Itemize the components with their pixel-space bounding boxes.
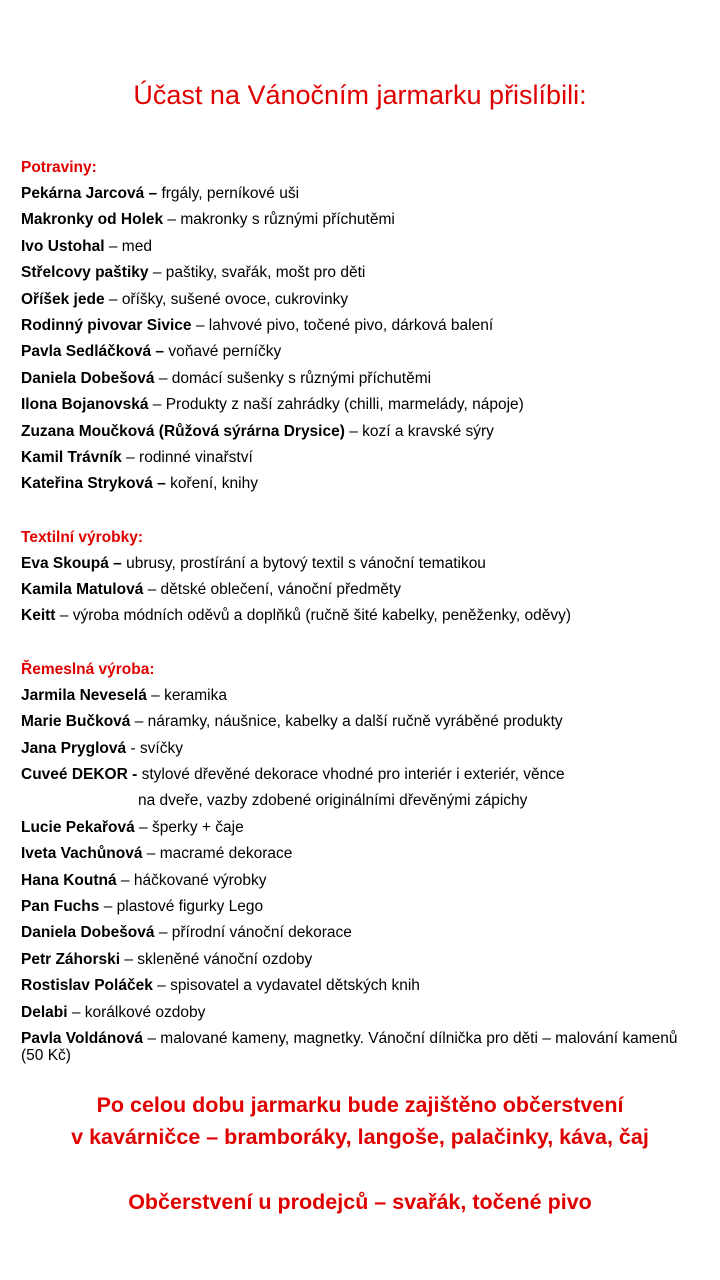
- vendor-separator: –: [152, 977, 171, 995]
- vendor-description: náramky, náušnice, kabelky a další ručně vyráběné produkty: [147, 713, 563, 731]
- vendor-name: Pavla Sedláčková –: [21, 343, 165, 361]
- vendor-description: háčkované výrobky: [133, 871, 267, 889]
- vendor-separator: –: [163, 211, 181, 229]
- vendor-description: koření, knihy: [170, 475, 258, 493]
- vendor-row: [21, 392, 701, 418]
- vendor-separator: -: [126, 739, 140, 757]
- vendor-description: med: [121, 237, 152, 255]
- vendor-name: Daniela Dobešová: [21, 924, 155, 942]
- vendor-separator: –: [154, 369, 172, 387]
- vendor-row: [21, 709, 701, 735]
- vendor-row: [21, 419, 701, 445]
- vendor-description: makronky s různými příchutěmi: [180, 211, 395, 229]
- vendor-row: [21, 339, 701, 365]
- section-heading: Textilní výrobky:: [21, 528, 144, 546]
- vendor-separator: –: [116, 871, 134, 889]
- vendor-row: [21, 894, 701, 920]
- refreshment-note-line1: Po celou dobu jarmarku bude zajištěno občerstvení: [96, 1093, 624, 1117]
- vendor-description: malované kameny, magnetky. Vánoční dílnička pro děti – malování kamenů (50 Kč): [21, 1029, 678, 1064]
- vendor-row: [21, 260, 701, 286]
- vendor-description: svíčky: [139, 739, 183, 757]
- vendor-description: přírodní vánoční dekorace: [171, 924, 352, 942]
- vendor-row: [21, 762, 701, 788]
- vendor-name: Ilona Bojanovská: [21, 396, 149, 414]
- vendor-row: [21, 920, 701, 946]
- vendor-row: [21, 1000, 701, 1026]
- vendor-separator: –: [120, 950, 138, 968]
- vendor-separator: –: [130, 713, 148, 731]
- vendor-name: Delabi: [21, 1003, 68, 1021]
- vendor-row: [21, 841, 701, 867]
- vendor-row: [21, 366, 701, 392]
- vendor-name: Petr Záhorski: [21, 950, 121, 968]
- vendor-row: [21, 1026, 701, 1064]
- vendor-description: stylové dřevěné dekorace vhodné pro interiér i exteriér, věnce: [141, 766, 565, 784]
- vendor-description: Produkty z naší zahrádky (chilli, marmelády, nápoje): [165, 396, 524, 414]
- vendor-name: Oříšek jede: [21, 290, 105, 308]
- vendor-description: plastové figurky Lego: [116, 897, 264, 915]
- vendor-row: [21, 287, 701, 313]
- vendor-description: skleněné vánoční ozdoby: [137, 950, 313, 968]
- vendor-name: Marie Bučková: [21, 713, 131, 731]
- vendor-name: Zuzana Moučková (Růžová sýrárna Drysice): [21, 422, 345, 440]
- vendor-separator: –: [143, 581, 161, 599]
- vendor-name: Pan Fuchs: [21, 897, 100, 915]
- vendor-name: Ivo Ustohal: [21, 237, 105, 255]
- vendor-row: [21, 947, 701, 973]
- vendor-description-continued: na dveře, vazby zdobené originálními dřevěnými zápichy: [138, 792, 528, 810]
- vendor-row: [21, 577, 701, 603]
- section-heading: Potraviny:: [21, 159, 97, 176]
- vendor-name: Makronky od Holek: [21, 211, 164, 229]
- vendor-separator: –: [121, 448, 140, 466]
- vendor-name: Keitt: [21, 607, 56, 625]
- vendor-name: Rostislav Poláček: [21, 977, 153, 995]
- vendor-description: paštiky, svařák, mošt pro děti: [165, 264, 366, 282]
- vendor-separator: –: [191, 316, 209, 334]
- vendor-separator: –: [148, 264, 166, 282]
- vendor-description: macramé dekorace: [159, 845, 293, 863]
- vendor-list: [21, 155, 701, 1064]
- vendor-name: Daniela Dobešová: [21, 369, 155, 387]
- vendor-row: [21, 815, 701, 841]
- section-spacer: [21, 498, 701, 525]
- vendor-description: oříšky, sušené ovoce, cukrovinky: [121, 290, 349, 308]
- vendor-description: šperky + čaje: [151, 818, 244, 836]
- vendor-row: [21, 471, 701, 497]
- page-title: Účast na Vánočním jarmarku přislíbili:: [133, 80, 587, 110]
- vendor-separator: –: [99, 897, 117, 915]
- vendor-description: voňavé perníčky: [168, 343, 282, 361]
- vendor-refreshment-note: Občerstvení u prodejců – svařák, točené pivo: [128, 1190, 592, 1214]
- section-heading: Řemeslná výroba:: [21, 660, 155, 678]
- refreshment-note-line2: v kavárničce – bramboráky, langoše, palačinky, káva, čaj: [71, 1125, 649, 1149]
- vendor-description: korálkové ozdoby: [84, 1003, 206, 1021]
- vendor-name: Rodinný pivovar Sivice: [21, 316, 192, 334]
- vendor-name: Kateřina Stryková –: [21, 475, 166, 493]
- vendor-description: ubrusy, prostírání a bytový textil s vánoční tematikou: [126, 554, 486, 572]
- vendor-row: [21, 736, 701, 762]
- vendor-description: dětské oblečení, vánoční předměty: [160, 581, 401, 599]
- vendor-row: [21, 551, 701, 577]
- vendor-separator: –: [344, 422, 363, 440]
- vendor-name: Pekárna Jarcová –: [21, 185, 158, 202]
- vendor-row: [21, 313, 701, 339]
- vendor-row: [21, 683, 701, 709]
- vendor-name: Kamila Matulová: [21, 581, 144, 599]
- vendor-name: Pavla Voldánová: [21, 1029, 144, 1047]
- vendor-description: kozí a kravské sýry: [362, 422, 494, 440]
- vendor-name: Eva Skoupá –: [21, 554, 122, 572]
- vendor-description: lahvové pivo, točené pivo, dárková balení: [208, 316, 494, 334]
- vendor-separator: –: [148, 396, 166, 414]
- vendor-row: [21, 973, 701, 999]
- vendor-separator: –: [67, 1003, 85, 1021]
- vendor-description: keramika: [164, 686, 227, 704]
- vendor-name: Iveta Vachůnová: [21, 845, 143, 863]
- vendor-description: spisovatel a vydavatel dětských knih: [170, 977, 420, 995]
- vendor-name: Kamil Trávník: [21, 448, 122, 466]
- vendor-name: Jana Pryglová: [21, 739, 127, 757]
- vendor-row: [21, 603, 701, 629]
- vendor-row: [21, 181, 701, 207]
- vendor-separator: –: [142, 845, 160, 863]
- section-spacer: [21, 630, 701, 657]
- vendor-separator: –: [55, 607, 73, 625]
- vendor-description: frgály, perníkové uši: [161, 185, 300, 202]
- vendor-name: Střelcovy paštiky: [21, 264, 149, 282]
- vendor-separator: –: [154, 924, 172, 942]
- vendor-separator: –: [146, 686, 165, 704]
- vendor-row: [21, 207, 701, 233]
- vendor-separator: –: [104, 290, 122, 308]
- vendor-row: [21, 234, 701, 260]
- vendor-row: [21, 445, 701, 471]
- vendor-description: rodinné vinařství: [139, 448, 253, 466]
- vendor-separator: –: [143, 1029, 161, 1047]
- vendor-name: Hana Koutná: [21, 871, 117, 889]
- vendor-description: výroba módních oděvů a doplňků (ručně šité kabelky, peněženky, oděvy): [72, 607, 571, 625]
- vendor-name: Lucie Pekařová: [21, 818, 135, 836]
- vendor-separator: –: [104, 237, 122, 255]
- vendor-separator: –: [134, 818, 152, 836]
- vendor-row: [21, 868, 701, 894]
- vendor-description: domácí sušenky s různými příchutěmi: [171, 369, 432, 387]
- vendor-name: Cuveé DEKOR -: [21, 766, 138, 784]
- vendor-name: Jarmila Neveselá: [21, 686, 147, 704]
